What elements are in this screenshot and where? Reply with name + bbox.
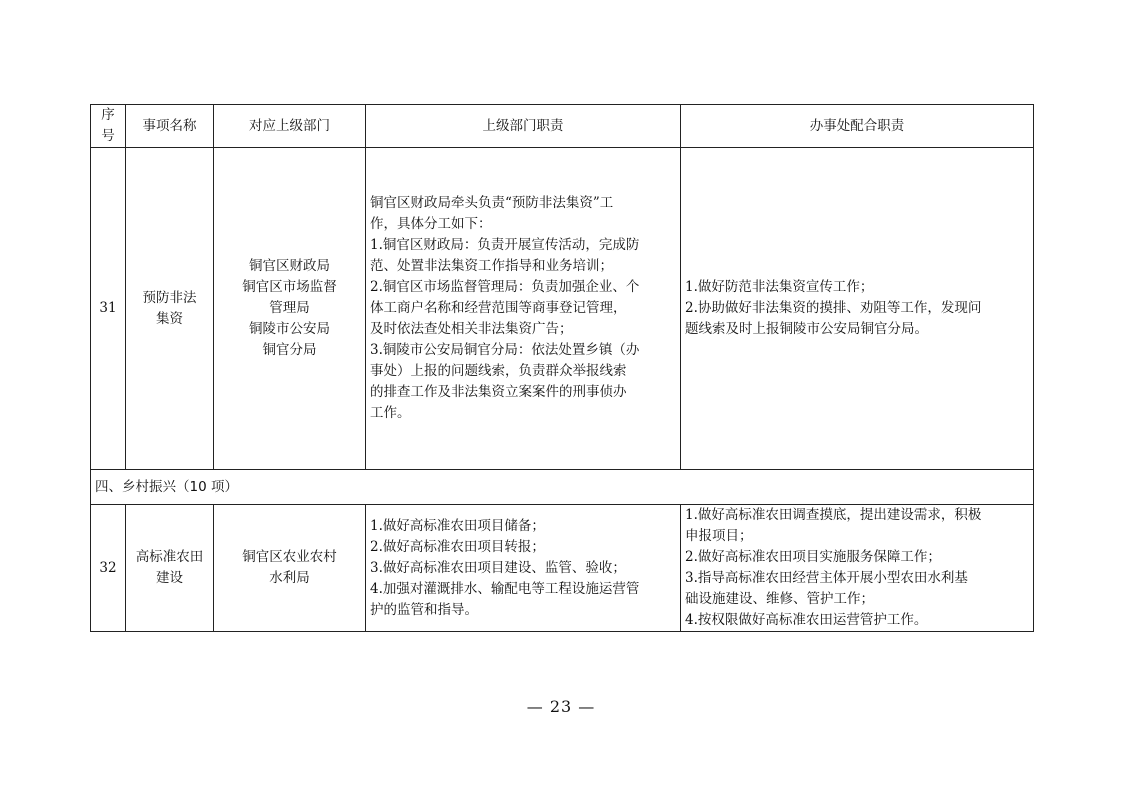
row-office-duty: 1.做好防范非法集资宣传工作； 2.协助做好非法集资的摸排、劝阻等工作，发现问 题线索及时上报铜陵市公安局铜官分局。 <box>681 148 1034 470</box>
row-superior-duty: 铜官区财政局牵头负责“预防非法集资”工 作，具体分工如下： 1.铜官区财政局：负责开展宣传活动，完成防 范、处置非法集资工作指导和业务培训； 2.铜官区市场监督管理局：负责加强企业、个 体工商户名称和经营范围等商事登记管理， 及时依法查处相关非法集资广告； 3.铜陵市公安局铜官分局：依法处置乡镇（办 事处）上报的问题线索，负责群众举报线索 的排查工作及非法集资立案案件的刑事侦办 工作。 <box>366 148 681 470</box>
table-header-row <box>91 105 1034 148</box>
row-item-name: 高标准农田 建设 <box>126 505 214 632</box>
header-office-duty: 办事处配合职责 <box>681 105 1034 148</box>
row-item-name: 预防非法 集资 <box>126 148 214 470</box>
header-superior-dept: 对应上级部门 <box>214 105 366 148</box>
row-superior-dept: 铜官区农业农村 水利局 <box>214 505 366 632</box>
row-office-duty: 1.做好高标准农田调查摸底，提出建设需求，积极 申报项目； 2.做好高标准农田项目实施服务保障工作； 3.指导高标准农田经营主体开展小型农田水利基 础设施建设、维修、管护工作； 4.按权限做好高标准农田运营管护工作。 <box>681 505 1034 632</box>
page-number: — 23 — <box>526 697 596 716</box>
duty-table <box>90 104 1034 632</box>
header-superior-duty: 上级部门职责 <box>366 105 681 148</box>
row-no: 31 <box>91 148 126 470</box>
table-row <box>91 505 1034 632</box>
row-superior-dept: 铜官区财政局 铜官区市场监督 管理局 铜陵市公安局 铜官分局 <box>214 148 366 470</box>
table-row <box>91 148 1034 470</box>
row-no: 32 <box>91 505 126 632</box>
section-title: 四、乡村振兴（10 项） <box>91 470 1034 505</box>
header-item-name: 事项名称 <box>126 105 214 148</box>
header-no: 序号 <box>91 105 126 148</box>
section-row <box>91 470 1034 505</box>
row-superior-duty: 1.做好高标准农田项目储备； 2.做好高标准农田项目转报； 3.做好高标准农田项目建设、监管、验收； 4.加强对灌溉排水、输配电等工程设施运营管 护的监管和指导。 <box>366 505 681 632</box>
